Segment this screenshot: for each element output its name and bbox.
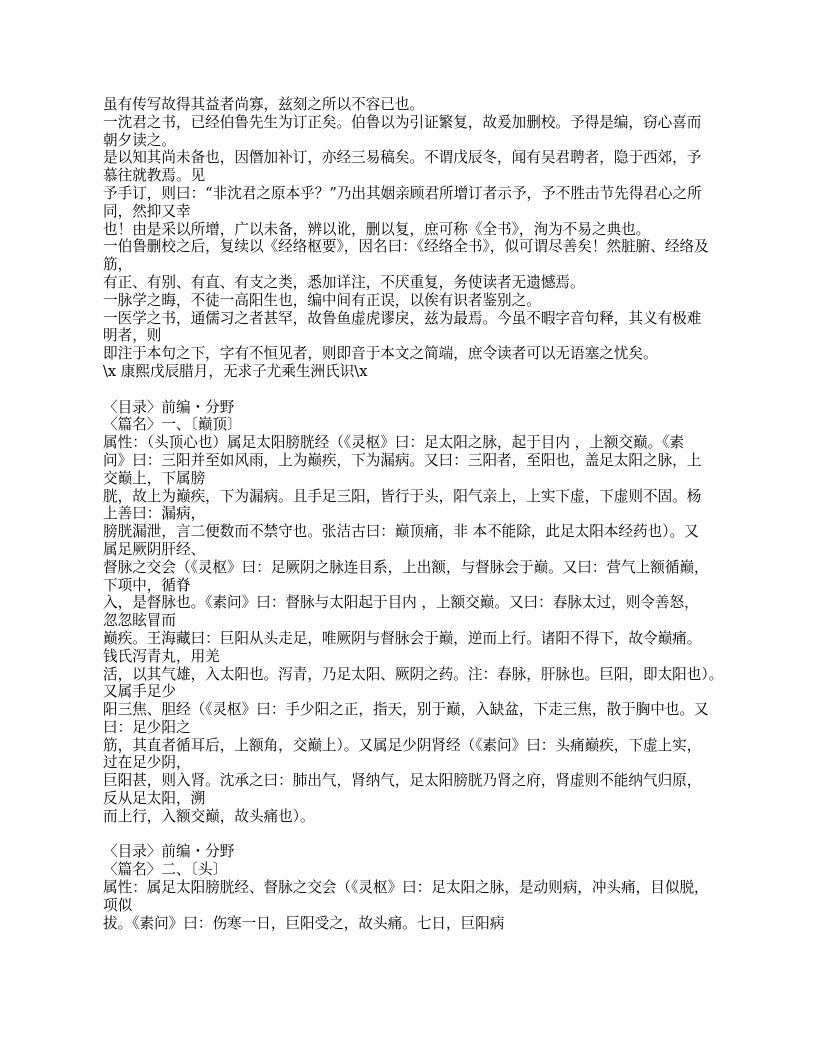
preface-line: 一脉学之晦，不徒一高阳生也，编中间有正误，以俟有识者鉴别之。 (103, 291, 541, 309)
section-line: 阳三焦、胆经（《灵枢》曰：手少阳之正，指天，别于巅，入缺盆，下走三焦，散于胸中也。又 (103, 701, 709, 719)
preface-line: 即注于本句之下，字有不恒见者，则即音于本文之简端，庶令读者可以无语塞之忧矣。 (103, 345, 658, 363)
section-line: 胱，故上为巅疾，下为漏病。且手足三阳，皆行于头，阳气亲上，上实下虚，下虚则不固。杨 (103, 487, 702, 505)
section-title: 〈篇名〉一、〔巅顶〕 (103, 416, 242, 434)
preface-line: 明者，则 (103, 327, 162, 345)
section-line: 问》曰：三阳并至如风雨，上为巅疾，下为漏病。又曰：三阳者，至阳也，盖足太阳之脉，上 (103, 451, 702, 469)
document-page (103, 96, 724, 932)
section-line: 项似 (103, 896, 133, 914)
preface-line: 一伯鲁删校之后，复续以《经络枢要》，因名曰：《经络全书》，似可谓尽善矣！然脏腑、经络及 (103, 238, 709, 256)
section-line: 属足厥阴肝经、 (103, 540, 206, 558)
preface-line: 一医学之书，通儒习之者甚罕，故鲁鱼虚虎谬戾，兹为最焉。今虽不暇字音句释，其义有极难 (103, 309, 702, 327)
preface-line: 也！由是采以所增，广以未备，辨以讹，删以复，庶可称《全书》，洵为不易之典也。 (103, 220, 651, 238)
preface-line: 同，然抑又幸 (103, 202, 191, 220)
section-1 (103, 398, 724, 826)
section-line: 入，是督脉也。《素问》曰：督脉与太阳起于目内 ，上额交巅。又曰：春脉太过，则令善怒， (103, 594, 699, 612)
section-line: 曰：足少阳之 (103, 718, 191, 736)
preface-line: 筋， (103, 256, 133, 274)
section-2 (103, 843, 718, 932)
blank-line (103, 381, 718, 399)
section-line: 反从足太阳，溯 (103, 790, 206, 808)
section-line: 过在足少阴， (103, 754, 191, 772)
section-line: 活，以其气雄，入太阳也。泻青，乃足太阳、厥阴之药。注：春脉，肝脉也。巨阳，即太阳也）。 (103, 665, 724, 683)
preface-line: 慕往就教焉。见 (103, 167, 206, 185)
section-line: 交巅上，下属膀 (103, 469, 206, 487)
preface-line: 予手订，则曰：“非沈君之原本乎？”乃出其姻亲顾君所增订者示予，予不胜击节先得君心之所 (103, 184, 702, 202)
section-line: 拔。《素问》曰：伤寒一日，巨阳受之，故头痛。七日，巨阳病 (103, 914, 505, 932)
preface-line: 一沈君之书，已经伯鲁先生为订正矣。伯鲁以为引证繁复，故爰加删校。予得是编，窃心喜而 (103, 113, 702, 131)
section-line: 钱氏泻青丸，用羌 (103, 647, 220, 665)
section-line: 属性：属足太阳膀胱经、督脉之交会（《灵枢》曰：足太阳之脉，是动则病，冲头痛，目似脱， (103, 879, 709, 897)
section-line: 巅疾。王海藏曰：巨阳从头走足，唯厥阴与督脉会于巅，逆而上行。诸阳不得下，故令巅痛。 (103, 629, 702, 647)
blank-line (103, 826, 718, 844)
section-line: 督脉之交会（《灵枢》曰：足厥阴之脉连目系，上出额，与督脉会于巅。又曰：营气上额循巅， (103, 558, 709, 576)
preface-line: 有正、有别、有直、有支之类，悉加详注，不厌重复，务使读者无遗憾焉。 (103, 273, 585, 291)
section-line: 巨阳甚，则入肾。沈承之曰：肺出气，肾纳气，足太阳膀胱乃肾之府，肾虚则不能纳气归原， (103, 772, 702, 790)
section-line: 下项中，循脊 (103, 576, 191, 594)
preface-line: 是以知其尚未备也，因僭加补订，亦经三易稿矣。不谓戊辰冬，闻有吴君聘者，隐于西郊，予 (103, 149, 702, 167)
preface-line: 虽有传写故得其益者尚寡，兹刻之所以不容已也。 (103, 96, 425, 113)
section-catalog: 〈目录〉前编・分野 (103, 843, 235, 861)
section-line: 属性：（头顶心也）属足太阳膀胱经（《灵枢》曰：足太阳之脉，起于目内 ，上额交巅。《素 (103, 434, 685, 452)
preface-line: 朝夕读之。 (103, 131, 176, 149)
section-line: 而上行，入额交巅，故头痛也）。 (103, 807, 315, 825)
preface-block (103, 96, 718, 381)
section-line: 膀胱漏泄，言二便数而不禁守也。张洁古曰：巅顶痛，非 本不能除，此足太阳本经药也）。又 (103, 523, 699, 541)
section-line: 又属手足少 (103, 683, 176, 701)
section-catalog: 〈目录〉前编・分野 (103, 398, 235, 416)
section-line: 上善曰：漏病， (103, 505, 206, 523)
section-line: 忽忽眩冒而 (103, 612, 176, 630)
section-title: 〈篇名〉二、〔头〕 (103, 861, 228, 879)
preface-signature: \x 康熙戊辰腊月，无求子尤乘生洲氏识\x (103, 362, 368, 380)
section-line: 筋，其直者循耳后，上额角，交巅上）。又属足少阴肾经（《素问》曰：头痛巅疾，下虚上实， (103, 736, 702, 754)
